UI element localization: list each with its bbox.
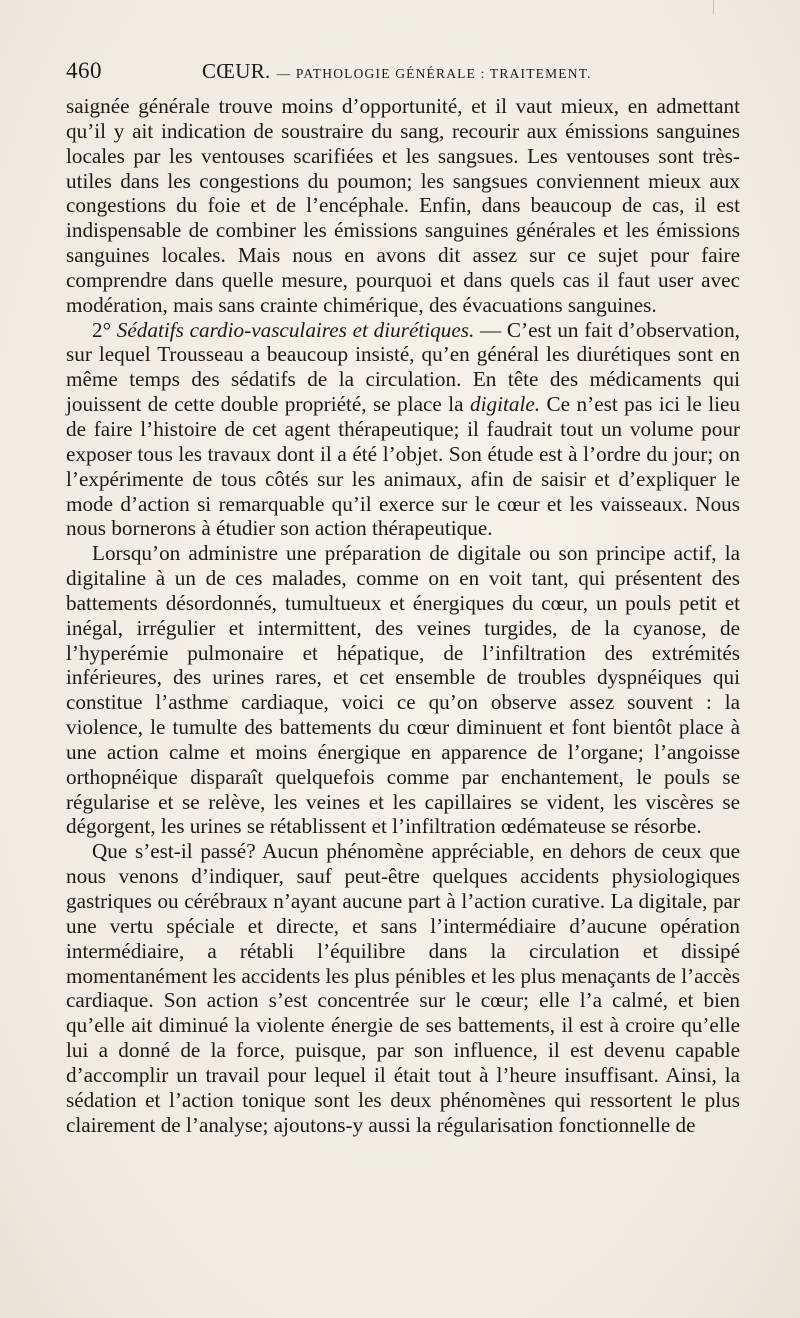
paragraph-3: Lorsqu’on administre une préparation de digitale ou son principe actif, la digitaline à un de ces malades, comme on en voit tant, qui présentent des battements désordonnés, tumultueux et énergiques du cœur, un pouls petit et inégal, irrégulier et intermittent, des veines turgides, de la cyanose, de l’hyperémie pulmonaire et hépatique, de l’infiltration des extrémités inférieures, des urines rares, et cet ensemble de troubles dyspnéiques qui constitue l’asthme cardiaque, voici ce qu’on observe assez souvent : la violence, le tumulte des battements du cœur diminuent et font bientôt place à une action calme et moins énergique en apparence de l’organe; l’angoisse orthopnéique disparaît quelquefois comme par enchantement, le pouls se régularise et se relève, les veines et les capillaires se vident, les viscères se dégorgent, les urines se rétablissent et l’infiltration œdémateuse se résorbe. [66, 541, 740, 839]
paragraph-1: saignée générale trouve moins d’opportunité, et il vaut mieux, en admettant qu’il y ait indication de soustraire du sang, recourir aux émissions sanguines locales par les ventouses scarifiées et les sangsues. Les ventouses sont très-utiles dans les congestions du poumon; les sangsues conviennent mieux aux congestions du foie et de l’encéphale. Enfin, dans beaucoup de cas, il est indispensable de combiner les émissions sanguines générales et les émissions sanguines locales. Mais nous en avons dit assez sur ce sujet pour faire comprendre dans quelle mesure, pourquoi et dans quels cas il faut user avec modération, mais sans crainte chimérique, des évacuations sanguines. [66, 94, 740, 317]
section-heading: Sédatifs cardio-vasculaires et diurétiques. [116, 317, 475, 342]
paragraph-2 [66, 318, 740, 542]
page-number: 460 [66, 58, 102, 83]
section-number: 2° [92, 317, 112, 342]
page-edge-mark [713, 0, 714, 14]
paragraph-2-text-a: — C’est un fait d’observation, sur lequel Trousseau a beaucoup insisté, qu’en général les diurétiques sont en même temps des sédatifs de la circulation. En tête des médicaments qui jouissent de cette double propriété, se place la [66, 317, 740, 417]
paragraph-4: Que s’est-il passé? Aucun phénomène appréciable, en dehors de ceux que nous venons d’indiquer, sauf peut-être quelques accidents physiologiques gastriques ou cérébraux n’ayant aucune part à l’action curative. La digitale, par une vertu spéciale et directe, et sans l’intermédiaire d’aucune opération intermédiaire, a rétabli l’équilibre dans la circulation et dissipé momentanément les accidents les plus pénibles et les plus menaçants de l’accès cardiaque. Son action s’est concentrée sur le cœur; elle l’a calmé, et bien qu’elle ait diminué la violente énergie de ses battements, il est à croire qu’elle lui a donné de la force, puisque, par son influence, il est devenu capable d’accomplir un travail pour lequel il était tout à l’heure insuffisant. Ainsi, la sédation et l’action tonique sont les deux phénomènes qui ressortent le plus clairement de l’analyse; ajoutons-y aussi la régularisation fonctionnelle de [66, 839, 740, 1137]
paragraph-2-text-b: Ce n’est pas ici le lieu de faire l’histoire de cet agent thérapeutique; il faudrait tout un volume pour exposer tous les travaux dont il a été l’objet. Son étude est à l’ordre du jour; on l’expérimente de tous côtés sur les animaux, afin de saisir et d’expliquer le mode d’action si remarquable qu’il exerce sur le cœur et les vaisseaux. Nous nous bornerons à étudier son action thérapeutique. [66, 392, 741, 541]
header-subtitle: — PATHOLOGIE GÉNÉRALE : TRAITEMENT. [276, 66, 592, 81]
body-text [66, 94, 740, 1137]
running-header [66, 58, 740, 86]
header-title: CŒUR. [202, 59, 271, 83]
term-digitale: digitale. [470, 392, 541, 417]
